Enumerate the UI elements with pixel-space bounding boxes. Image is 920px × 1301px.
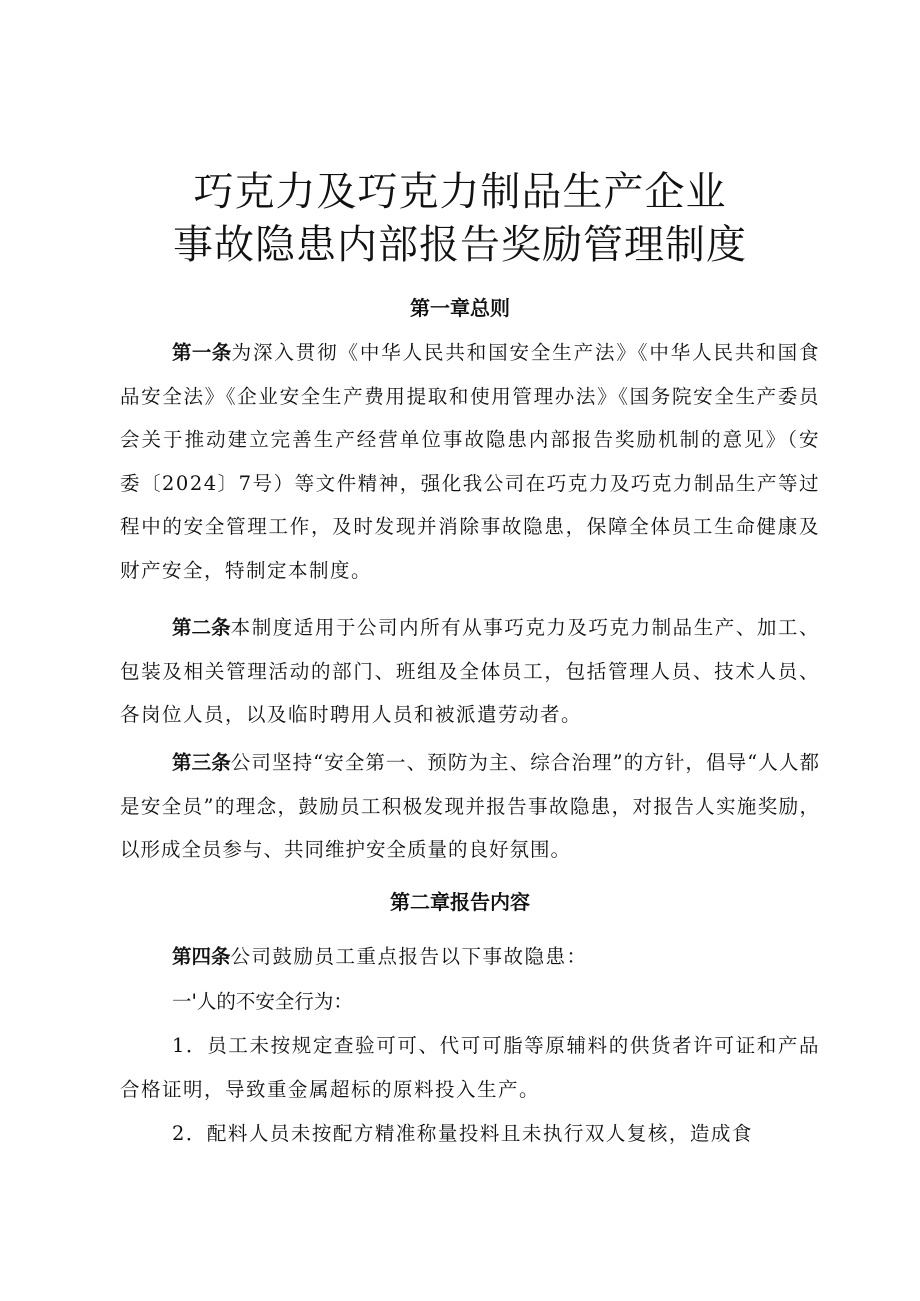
chapter-2-heading: 第二章报告内容 [390,890,530,914]
article-1-text: 为深入贯彻《中华人民共和国安全生产法》《中华人民共和国食品安全法》《企业安全生产费用提取和使用管理办法》《国务院安全生产委员会关于推动建立完善生产经营单位事故隐患内部报告奖励机制的意见》（安委〔2024〕7号）等文件精神，强化我公司在巧克力及巧克力制品生产等过程中的安全管理工作，及时发现并消除事故隐患，保障全体员工生命健康及财产安全，特制定本制度。 [120,341,820,582]
article-4-label: 第四条 [172,945,231,968]
section-1-heading-text: 一'人的不安全行为： [172,990,353,1013]
item-2-number: 2 [172,1122,186,1145]
article-2 [120,606,820,737]
item-1-text: ．员工未按规定查验可可、代可可脂等原辅料的供货者许可证和产品合格证明，导致重金属超标的原料投入生产。 [120,1034,820,1101]
article-1 [120,331,820,592]
document-title-line-1: 巧克力及巧克力制品生产企业 [193,169,727,215]
item-2 [120,1112,820,1156]
article-3-text: 公司坚持“安全第一、预防为主、综合治理”的方针，倡导“人人都是安全员”的理念，鼓励员工积极发现并报告事故隐患，对报告人实施奖励，以形成全员参与、共同维护安全质量的良好氛围。 [120,751,820,861]
article-3-label: 第三条 [172,751,231,774]
article-2-label: 第二条 [172,616,231,639]
article-4-text: 公司鼓励员工重点报告以下事故隐患： [230,945,588,968]
chapter-1-heading: 第一章总则 [410,296,510,320]
item-1-number: 1 [172,1034,186,1057]
item-2-text: ．配料人员未按配方精准称量投料且未执行双人复核，造成食 [185,1122,753,1145]
document-title-line-2: 事故隐患内部报告奖励管理制度 [173,222,747,268]
item-1 [120,1024,820,1111]
article-1-label: 第一条 [172,341,232,364]
section-1-heading [120,980,820,1024]
article-3 [120,741,820,872]
article-2-text: 本制度适用于公司内所有从事巧克力及巧克力制品生产、加工、包装及相关管理活动的部门、班组及全体员工，包括管理人员、技术人员、各岗位人员，以及临时聘用人员和被派遣劳动者。 [120,616,820,726]
article-4 [120,935,820,979]
